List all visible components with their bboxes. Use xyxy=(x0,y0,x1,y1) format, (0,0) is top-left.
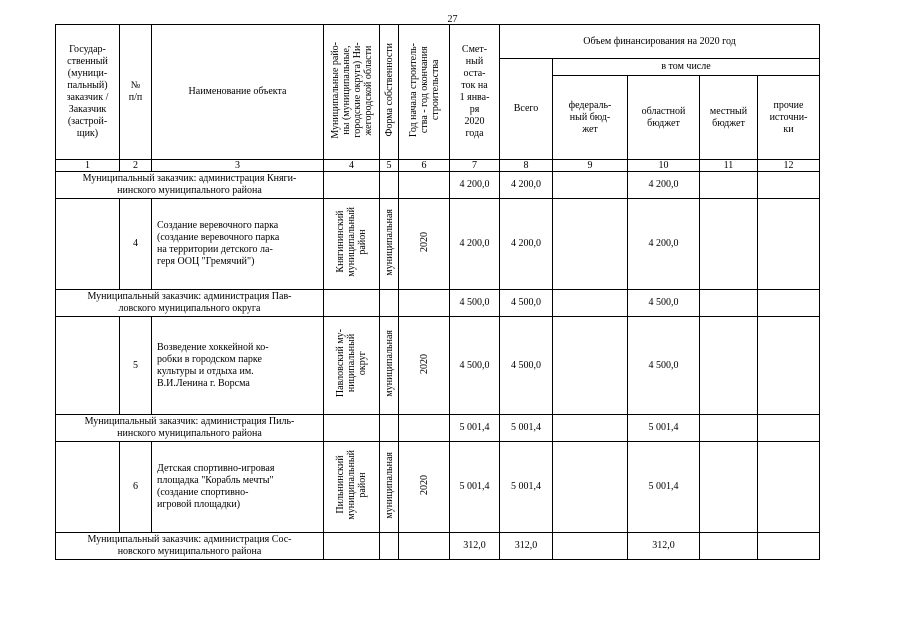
total-value: 312,0 xyxy=(500,533,553,560)
header-other: прочие источни- ки xyxy=(758,76,820,160)
object-ownership: муниципальная xyxy=(383,330,395,397)
total-value: 4 200,0 xyxy=(500,199,553,290)
header-object-name: Наименование объекта xyxy=(152,25,324,160)
object-row xyxy=(56,317,820,415)
regional-value: 4 500,0 xyxy=(628,290,700,317)
estimated-balance-value: 4 500,0 xyxy=(450,317,500,415)
header-federal: федераль- ный бюд- жет xyxy=(553,76,628,160)
total-value: 4 200,0 xyxy=(500,172,553,199)
header-estimated-balance: Смет- ный оста- ток на 1 янва- ря 2020 года xyxy=(450,25,500,160)
header-years: Год начала строитель- ства - год окончания строительства xyxy=(407,42,441,138)
object-years: 2020 xyxy=(418,475,430,495)
object-years: 2020 xyxy=(418,353,430,374)
column-number: 9 xyxy=(553,160,628,172)
estimated-balance-value: 4 200,0 xyxy=(450,172,500,199)
customer-row xyxy=(56,172,820,199)
column-number: 11 xyxy=(700,160,758,172)
object-row xyxy=(56,442,820,533)
customer-row xyxy=(56,290,820,317)
object-district: Княгининский муниципальный район xyxy=(335,207,368,277)
header-local: местный бюджет xyxy=(700,76,758,160)
object-number: 5 xyxy=(120,317,152,415)
estimated-balance-value: 4 500,0 xyxy=(450,290,500,317)
page-number: 27 xyxy=(447,14,458,25)
header-ownership: Форма собственности xyxy=(383,43,395,137)
column-number: 5 xyxy=(380,160,399,172)
object-name: Детская спортивно-игровая площадка "Корабль мечты" (создание спортивно- игровой площадки) xyxy=(152,442,324,533)
header-districts: Муниципальные райо- ны (муниципальные, городские округа) Ни- жегородской области xyxy=(329,41,374,139)
total-value: 5 001,4 xyxy=(500,415,553,442)
column-number: 8 xyxy=(500,160,553,172)
customer-row xyxy=(56,533,820,560)
total-value: 4 500,0 xyxy=(500,290,553,317)
total-value: 4 500,0 xyxy=(500,317,553,415)
column-number: 6 xyxy=(399,160,450,172)
object-name: Возведение хоккейной ко- робки в городском парке культуры и отдыха им. В.И.Ленина г. Ворсма xyxy=(152,317,324,415)
financing-table xyxy=(55,24,820,560)
column-number: 4 xyxy=(324,160,380,172)
column-number: 3 xyxy=(152,160,324,172)
header-funding-title: Объем финансирования на 2020 год xyxy=(500,25,820,59)
header-customer: Государ- ственный (муници- пальный) заказчик / Заказчик (застрой- щик) xyxy=(56,25,120,160)
object-number: 4 xyxy=(120,199,152,290)
regional-value: 4 500,0 xyxy=(628,317,700,415)
object-years: 2020 xyxy=(418,232,430,252)
header-number: № п/п xyxy=(120,25,152,160)
regional-value: 5 001,4 xyxy=(628,442,700,533)
estimated-balance-value: 312,0 xyxy=(450,533,500,560)
header-including: в том числе xyxy=(553,59,820,76)
object-ownership: муниципальная xyxy=(383,208,395,276)
column-number: 7 xyxy=(450,160,500,172)
object-name: Создание веревочного парка (создание веревочного парка на территории детского ла- геря ООЦ "Гремячий") xyxy=(152,199,324,290)
column-number: 1 xyxy=(56,160,120,172)
header-row-1 xyxy=(56,25,820,59)
regional-value: 4 200,0 xyxy=(628,172,700,199)
object-number: 6 xyxy=(120,442,152,533)
object-ownership: муниципальная xyxy=(383,451,395,519)
customer-row xyxy=(56,415,820,442)
object-row xyxy=(56,199,820,290)
customer-name: Муниципальный заказчик: администрация Пав- ловского муниципального округа xyxy=(56,290,324,317)
customer-name: Муниципальный заказчик: администрация Пиль- нинского муниципального района xyxy=(56,415,324,442)
object-district: Павловский му- ниципальный округ xyxy=(335,329,368,398)
object-district: Пильнинский муниципальный район xyxy=(335,450,368,520)
header-total: Всего xyxy=(500,59,553,160)
estimated-balance-value: 5 001,4 xyxy=(450,442,500,533)
column-number-row xyxy=(56,160,820,172)
regional-value: 5 001,4 xyxy=(628,415,700,442)
column-number: 2 xyxy=(120,160,152,172)
regional-value: 312,0 xyxy=(628,533,700,560)
customer-name: Муниципальный заказчик: администрация Сос- новского муниципального района xyxy=(56,533,324,560)
header-regional: областной бюджет xyxy=(628,76,700,160)
column-number: 12 xyxy=(758,160,820,172)
regional-value: 4 200,0 xyxy=(628,199,700,290)
column-number: 10 xyxy=(628,160,700,172)
estimated-balance-value: 4 200,0 xyxy=(450,199,500,290)
estimated-balance-value: 5 001,4 xyxy=(450,415,500,442)
customer-name: Муниципальный заказчик: администрация Княги- нинского муниципального района xyxy=(56,172,324,199)
total-value: 5 001,4 xyxy=(500,442,553,533)
